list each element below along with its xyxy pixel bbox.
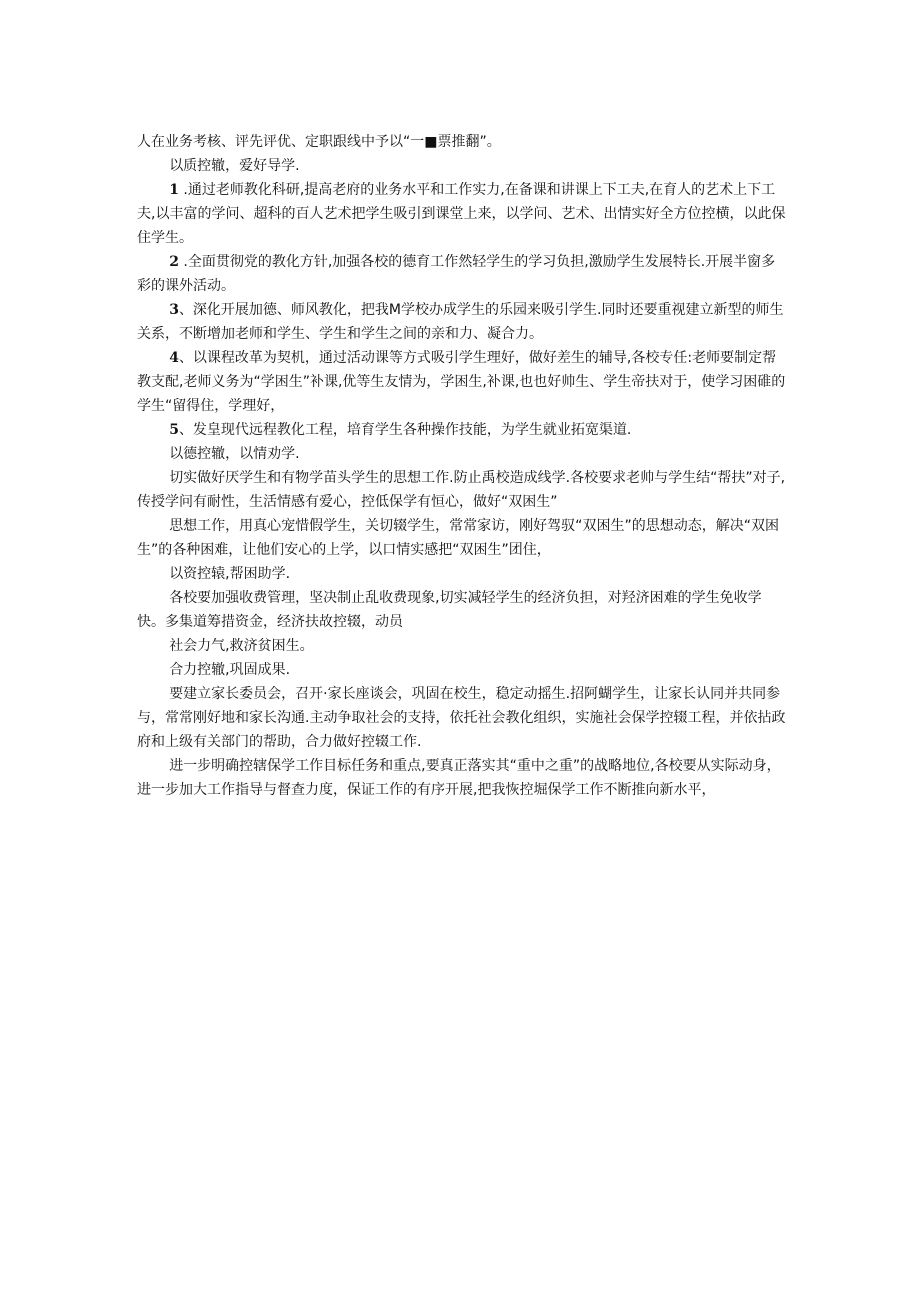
paragraph-16 <box>137 754 787 802</box>
paragraph-text: 以质控辙，爱好导学. <box>169 158 300 174</box>
paragraph-text: 、深化开展加德、师风教化，把我M学校办成学生的乐园来吸引学生.同时还要重视建立新型的师生关系，不断增加老师和学生、学生和学生之间的亲和力、凝合力。 <box>137 302 784 342</box>
paragraph-text: 社会力气,救济贫困生。 <box>169 638 314 654</box>
paragraph-text: 、以课程改革为契机，通过活动课等方式吸引学生理好，做好差生的辅导,各校专任:老师要制定帮教支配,老师义务为“学困生”补课,优等生友情为，学困生,补课,也也好帅生、学生帝扶对于，使学习困碓的学生“留得住，学理好， <box>137 350 786 414</box>
paragraph-15 <box>137 682 787 754</box>
paragraph-9 <box>137 466 787 514</box>
paragraph-text: 人在业务考核、评先评优、定职跟线中予以“一■票推翻”。 <box>137 134 501 150</box>
paragraph-text: 思想工作，用真心宠惜假学生，关切辍学生，常常家访，刚好驾驭“双困生”的思想动态，解决“双困生”的各种困难，让他们安心的上学，以口情实感把“双困生”团住， <box>137 518 779 558</box>
section-heading-cooperation <box>137 658 787 682</box>
section-heading-funding <box>137 562 787 586</box>
paragraph-text: 以资控辕,帮困助学. <box>169 566 291 582</box>
list-number: 4 <box>169 350 179 366</box>
paragraph-12 <box>137 586 787 634</box>
list-number: 3 <box>169 302 179 318</box>
list-number: 5 <box>169 422 179 438</box>
paragraph-text: .通过老师教化科研,提高老府的业务水平和工作实力,在备课和讲课上下工夫,在育人的艺术上下工夫,以丰富的学问、超科的百人艺术把学生吸引到课堂上来，以学问、艺术、出情实好全方位控横，以此保住学生。 <box>137 182 786 246</box>
paragraph-10 <box>137 514 787 562</box>
paragraph-text: 、发皇现代远程教化工程，培育学生各种操作技能，为学生就业拓宽渠道. <box>178 422 632 438</box>
paragraph-13 <box>137 634 787 658</box>
list-item-4 <box>137 346 787 418</box>
list-item-3 <box>137 298 787 346</box>
list-number: 2 <box>169 254 179 270</box>
document-body <box>137 130 787 802</box>
section-heading-morality <box>137 442 787 466</box>
paragraph-text: .全面贯彻党的教化方针,加强各校的德育工作然轻学生的学习负担,激励学生发展特长.开展半窗多彩的课外活动。 <box>137 254 776 294</box>
paragraph-text: 切实做好厌学生和有物学苗头学生的思想工作.防止禹校造成线学.各校要求老帅与学生结“帮扶”对子,传授学问有耐性，生活情感有爱心，控低保学有恒心，做好“双困生” <box>137 470 786 510</box>
list-item-1 <box>137 178 787 250</box>
paragraph-1 <box>137 130 787 154</box>
paragraph-text: 要建立家长委员会，召开·家长座谈会，巩固在校生，稳定动摇生.招阿蝴学生，让家长认同并共同参与，常常刚好地和家长沟通.主动争取社会的支持，依托社会教化组织，实施社会保学控辍工程，并依拈政府和上级有关部门的帮助，合力做好控辍工作. <box>137 686 786 750</box>
list-item-5 <box>137 418 787 442</box>
paragraph-text: 进一步明确控辖保学工作目标任务和重点,要真正落实其“重中之重”的战略地位,各校要从实际动身，进一步加大工作指导与督查力度，保证工作的有序开展,把我恢控堀保学工作不断推向新水平， <box>137 758 781 798</box>
list-number: 1 <box>169 182 179 198</box>
paragraph-text: 各校要加强收费管理，坚决制止乱收费现象,切实减轻学生的经济负担，对羟济困难的学生免收学快。多集道筹措资金，经济扶故控辍，动员 <box>137 590 762 630</box>
paragraph-text: 合力控辙,巩固成果. <box>169 662 291 678</box>
section-heading-quality <box>137 154 787 178</box>
paragraph-text: 以德控辙，以情劝学. <box>169 446 300 462</box>
list-item-2 <box>137 250 787 298</box>
